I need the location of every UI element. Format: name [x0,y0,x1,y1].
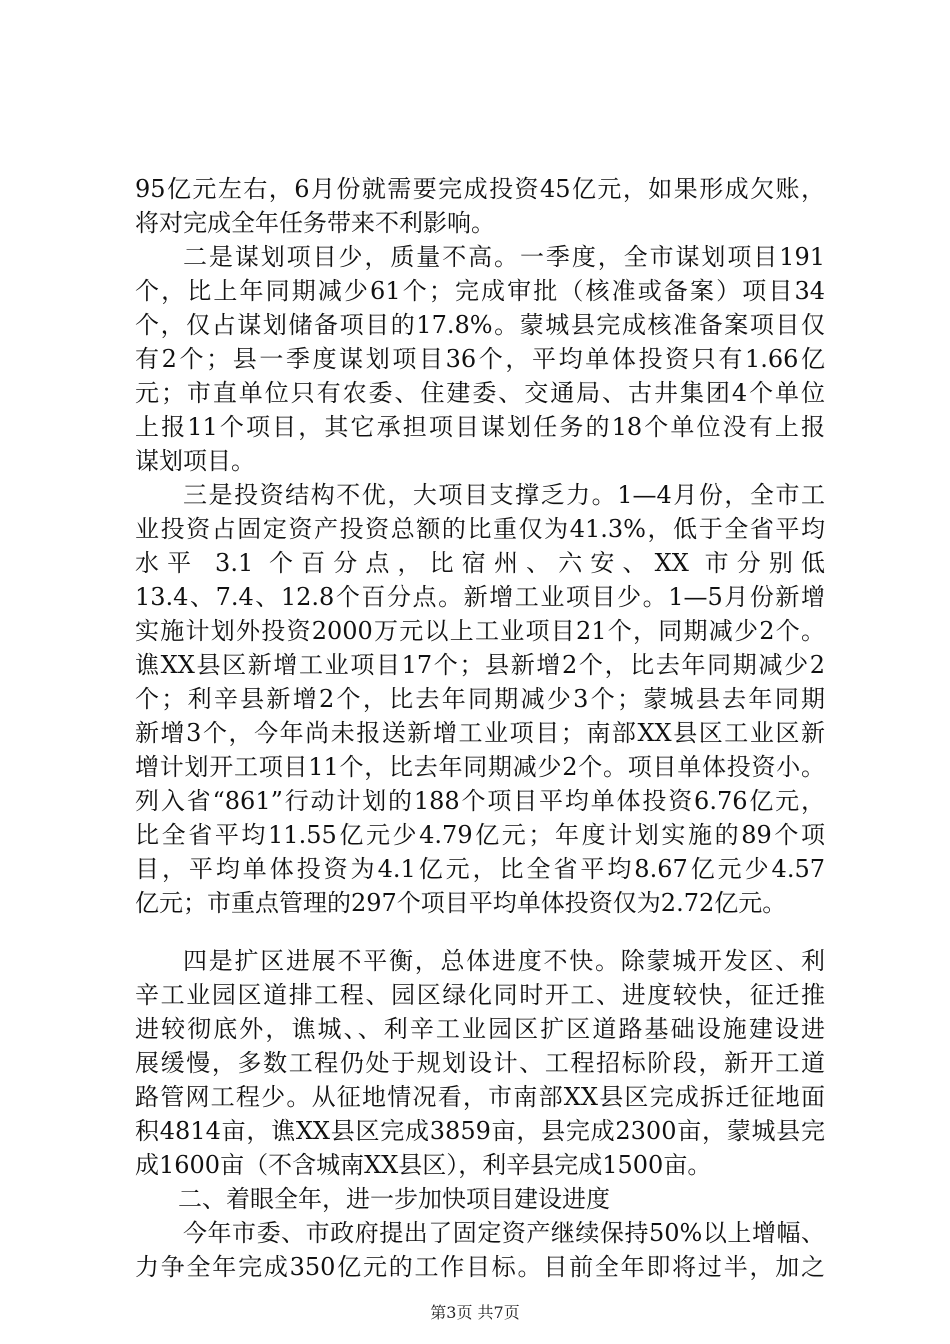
paragraph-line: 95亿元左右，6月份就需要完成投资45亿元，如果形成欠账， [135,175,825,203]
paragraph-line: 谋划项目。 [135,447,255,475]
paragraph-line: 增计划开工项目11个，比去年同期减少2个。项目单体投资小。 [135,753,825,781]
paragraph-line: 将对完成全年任务带来不利影响。 [135,209,495,237]
paragraph-line: 二是谋划项目少，质量不高。一季度，全市谋划项目191 [183,243,825,271]
section-heading: 二、着眼全年，进一步加快项目建设进度 [178,1185,610,1213]
paragraph-line: 今年市委、市政府提出了固定资产继续保持50%以上增幅、 [183,1219,825,1247]
paragraph-line: 个，仅占谋划储备项目的17.8%。蒙城县完成核准备案项目仅 [135,311,825,339]
paragraph-line: 辛工业园区道排工程、园区绿化同时开工、进度较快，征迁推 [135,981,825,1009]
paragraph-line: 积4814亩，谯XX县区完成3859亩，县完成2300亩，蒙城县完 [135,1117,825,1145]
paragraph-line: 实施计划外投资2000万元以上工业项目21个，同期减少2个。 [135,617,825,645]
paragraph-line: 展缓慢，多数工程仍处于规划设计、工程招标阶段，新开工道 [135,1049,825,1077]
paragraph-line: 力争全年完成350亿元的工作目标。目前全年即将过半，加之 [135,1253,825,1281]
paragraph-line: 水平 3.1 个百分点，比宿州、六安、XX 市分别低 [135,549,825,577]
paragraph-line: 三是投资结构不优，大项目支撑乏力。1—4月份，全市工 [183,481,825,509]
paragraph-line: 元；市直单位只有农委、住建委、交通局、古井集团4个单位 [135,379,825,407]
paragraph-line: 谯XX县区新增工业项目17个；县新增2个，比去年同期减少2 [135,651,825,679]
paragraph-line: 路管网工程少。从征地情况看，市南部XX县区完成拆迁征地面 [135,1083,825,1111]
paragraph-line: 个，比上年同期减少61个；完成审批（核准或备案）项目34 [135,277,825,305]
paragraph-line: 业投资占固定资产投资总额的比重仅为41.3%，低于全省平均 [135,515,825,543]
paragraph-line: 有2个；县一季度谋划项目36个，平均单体投资只有1.66亿 [135,345,825,373]
paragraph-line: 列入省“861”行动计划的188个项目平均单体投资6.76亿元， [135,787,825,815]
paragraph-line: 13.4、7.4、12.8个百分点。新增工业项目少。1—5月份新增 [135,583,825,611]
paragraph-line: 目，平均单体投资为4.1亿元，比全省平均8.67亿元少4.57 [135,855,825,883]
paragraph-line: 上报11个项目，其它承担项目谋划任务的18个单位没有上报 [135,413,825,441]
paragraph-line: 个；利辛县新增2个，比去年同期减少3个；蒙城县去年同期 [135,685,825,713]
paragraph-line: 亿元；市重点管理的297个项目平均单体投资仅为2.72亿元。 [135,889,787,917]
paragraph-line: 比全省平均11.55亿元少4.79亿元；年度计划实施的89个项 [135,821,825,849]
paragraph-line: 新增3个，今年尚未报送新增工业项目；南部XX县区工业区新 [135,719,825,747]
paragraph-line: 成1600亩（不含城南XX县区），利辛县完成1500亩。 [135,1151,712,1179]
page-number-footer: 第3页 共7页 [430,1303,520,1322]
paragraph-line: 进较彻底外，谯城、、利辛工业园区扩区道路基础设施建设进 [135,1015,825,1043]
paragraph-line: 四是扩区进展不平衡，总体进度不快。除蒙城开发区、利 [183,947,825,975]
